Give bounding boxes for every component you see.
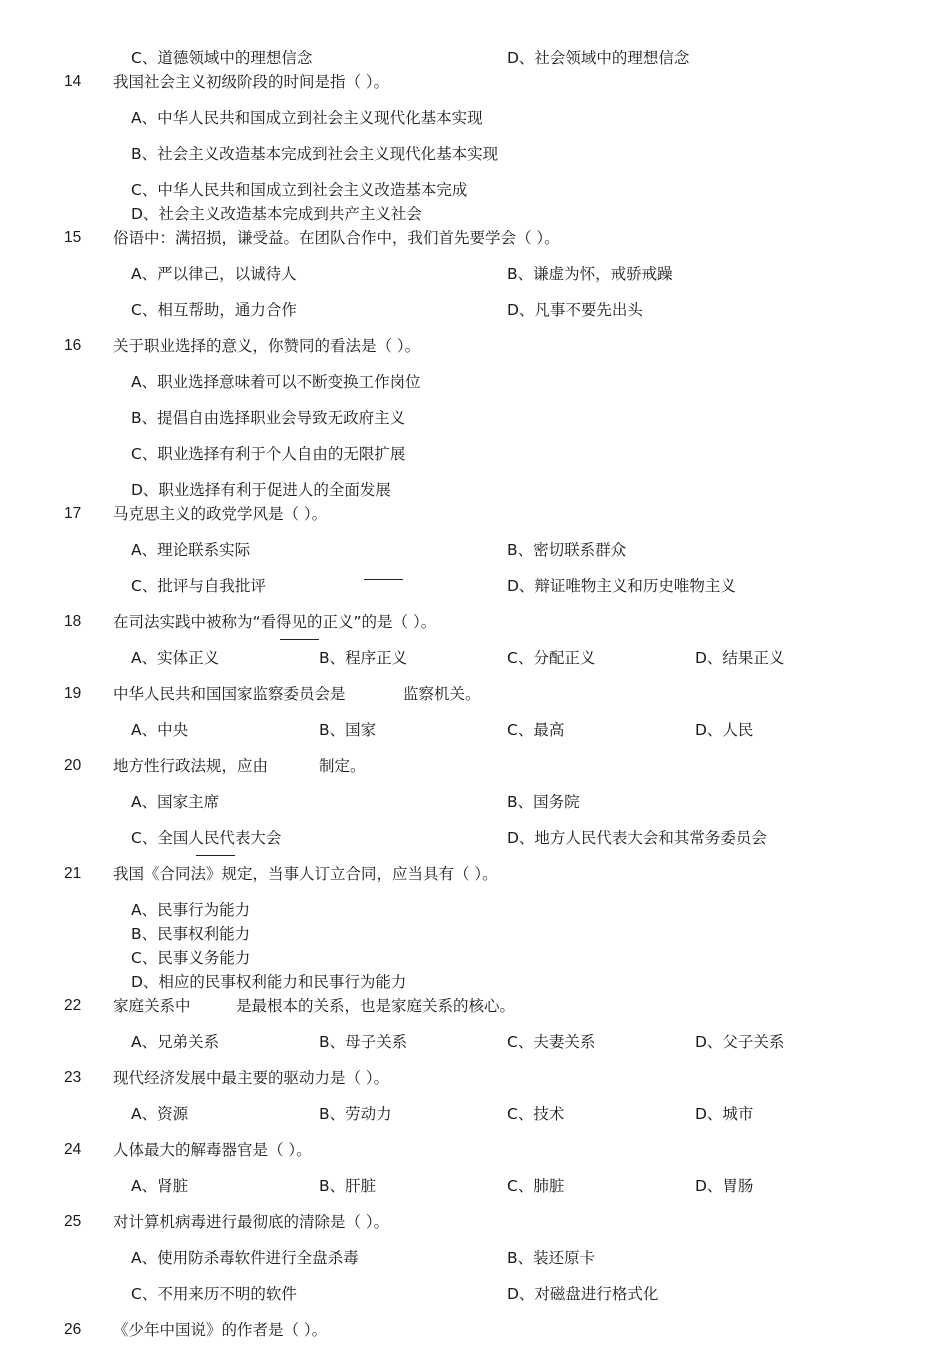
q15-option-b: B、谦虚为怀，戒骄戒躁	[507, 265, 673, 283]
stray-underline	[280, 639, 319, 640]
q25-option-d: D、对磁盘进行格式化	[507, 1285, 659, 1303]
q20-option-a: A、国家主席	[131, 793, 220, 811]
q23-stem: 现代经济发展中最主要的驱动力是（ ）。	[113, 1069, 390, 1087]
q14-number: 14	[64, 73, 82, 90]
q18-option-b: B、程序正义	[319, 649, 408, 667]
q21-option-a: A、民事行为能力	[131, 901, 251, 919]
q19-stem-pre: 中华人民共和国国家监察委员会是	[113, 685, 346, 703]
q24-option-b: B、肝脏	[319, 1177, 377, 1195]
q18-number: 18	[64, 613, 82, 630]
q25-option-c: C、不用来历不明的软件	[131, 1285, 297, 1303]
q23-option-c: C、技术	[507, 1105, 565, 1123]
q13-option-d: D、社会领域中的理想信念	[507, 49, 690, 67]
q14-option-a: A、中华人民共和国成立到社会主义现代化基本实现	[131, 109, 483, 127]
q19-option-b: B、国家	[319, 721, 377, 739]
q19-option-c: C、最高	[507, 721, 565, 739]
q18-option-d: D、结果正义	[695, 649, 785, 667]
q22-option-a: A、兄弟关系	[131, 1033, 220, 1051]
q26-number: 26	[64, 1321, 82, 1338]
q17-option-a: A、理论联系实际	[131, 541, 251, 559]
q20-option-b: B、国务院	[507, 793, 580, 811]
q17-stem: 马克思主义的政党学风是（ ）。	[113, 505, 328, 523]
q18-stem: 在司法实践中被称为“看得见的正义”的是（ ）。	[113, 613, 437, 631]
q20-stem-post: 制定。	[319, 757, 366, 775]
q14-stem: 我国社会主义初级阶段的时间是指（ ）。	[113, 73, 390, 91]
q21-option-b: B、民事权利能力	[131, 925, 251, 943]
q16-number: 16	[64, 337, 82, 354]
q21-stem: 我国《合同法》规定，当事人订立合同，应当具有（ ）。	[113, 865, 498, 883]
q23-number: 23	[64, 1069, 82, 1086]
q21-option-c: C、民事义务能力	[131, 949, 251, 967]
q23-option-b: B、劳动力	[319, 1105, 392, 1123]
q26-stem: 《少年中国说》的作者是（ ）。	[113, 1321, 328, 1339]
q15-option-c: C、相互帮助，通力合作	[131, 301, 297, 319]
q19-option-a: A、中央	[131, 721, 189, 739]
q18-option-c: C、分配正义	[507, 649, 596, 667]
q22-stem-post: 是最根本的关系，也是家庭关系的核心。	[236, 997, 516, 1015]
q23-option-a: A、资源	[131, 1105, 189, 1123]
q16-option-b: B、提倡自由选择职业会导致无政府主义	[131, 409, 406, 427]
q24-option-d: D、胃肠	[695, 1177, 754, 1195]
q25-option-a: A、使用防杀毒软件进行全盘杀毒	[131, 1249, 359, 1267]
q22-option-b: B、母子关系	[319, 1033, 408, 1051]
q24-number: 24	[64, 1141, 82, 1158]
q17-option-d: D、辩证唯物主义和历史唯物主义	[507, 577, 736, 595]
q24-option-c: C、肺脏	[507, 1177, 565, 1195]
q22-option-c: C、夫妻关系	[507, 1033, 596, 1051]
q25-number: 25	[64, 1213, 82, 1230]
q19-stem-post: 监察机关。	[403, 685, 481, 703]
q17-option-c: C、批评与自我批评	[131, 577, 266, 595]
q17-number: 17	[64, 505, 82, 522]
q22-option-d: D、父子关系	[695, 1033, 785, 1051]
q24-stem: 人体最大的解毒器官是（ ）。	[113, 1141, 312, 1159]
q14-option-b: B、社会主义改造基本完成到社会主义现代化基本实现	[131, 145, 499, 163]
q19-option-d: D、人民	[695, 721, 754, 739]
stray-underline	[364, 579, 403, 580]
q22-stem-pre: 家庭关系中	[113, 997, 191, 1015]
q20-number: 20	[64, 757, 82, 774]
q22-number: 22	[64, 997, 82, 1014]
q21-option-d: D、相应的民事权利能力和民事行为能力	[131, 973, 407, 991]
q15-number: 15	[64, 229, 82, 246]
q15-option-a: A、严以律己，以诚待人	[131, 265, 297, 283]
q25-option-b: B、装还原卡	[507, 1249, 596, 1267]
q25-stem: 对计算机病毒进行最彻底的清除是（ ）。	[113, 1213, 390, 1231]
q24-option-a: A、肾脏	[131, 1177, 189, 1195]
q18-option-a: A、实体正义	[131, 649, 220, 667]
q14-option-d: D、社会主义改造基本完成到共产主义社会	[131, 205, 422, 223]
q20-option-d: D、地方人民代表大会和其常务委员会	[507, 829, 767, 847]
q15-stem: 俗语中：满招损，谦受益。在团队合作中，我们首先要学会（ ）。	[113, 229, 560, 247]
q21-number: 21	[64, 865, 82, 882]
q16-option-d: D、职业选择有利于促进人的全面发展	[131, 481, 391, 499]
q17-option-b: B、密切联系群众	[507, 541, 627, 559]
q20-stem-pre: 地方性行政法规，应由	[113, 757, 269, 775]
q16-option-a: A、职业选择意味着可以不断变换工作岗位	[131, 373, 421, 391]
q15-option-d: D、凡事不要先出头	[507, 301, 643, 319]
q16-option-c: C、职业选择有利于个人自由的无限扩展	[131, 445, 406, 463]
q13-option-c: C、道德领域中的理想信念	[131, 49, 313, 67]
q20-option-c: C、全国人民代表大会	[131, 829, 282, 847]
q16-stem: 关于职业选择的意义，你赞同的看法是（ ）。	[113, 337, 421, 355]
q23-option-d: D、城市	[695, 1105, 754, 1123]
stray-underline	[196, 855, 235, 856]
q19-number: 19	[64, 685, 82, 702]
q14-option-c: C、中华人民共和国成立到社会主义改造基本完成	[131, 181, 468, 199]
